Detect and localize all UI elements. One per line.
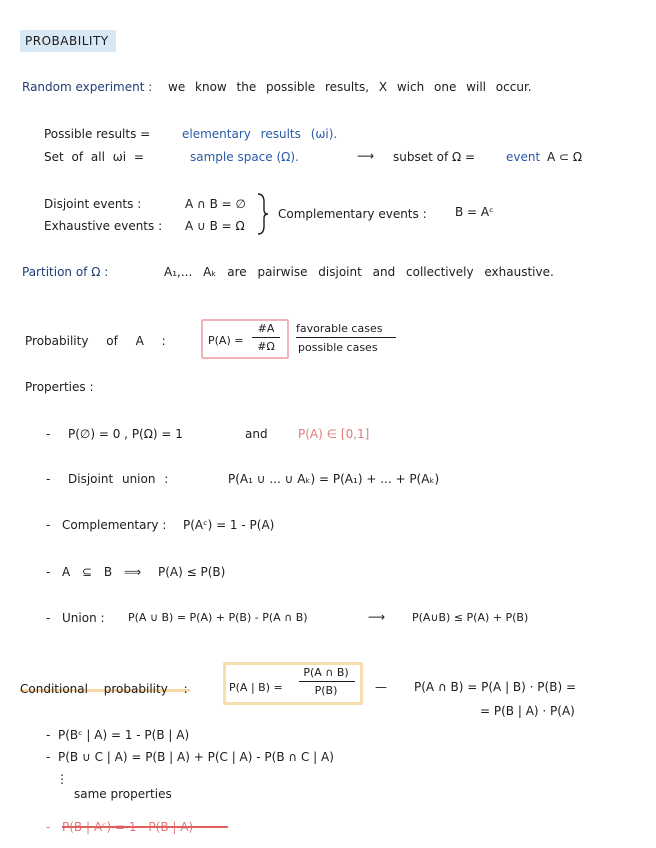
fraction-line bbox=[252, 337, 280, 338]
property-bullet: - bbox=[46, 611, 51, 625]
conditional-result-2: = P(B | A) · P(A) bbox=[480, 704, 575, 718]
random-experiment-label: Random experiment : bbox=[22, 80, 153, 94]
curly-brace-icon bbox=[256, 192, 270, 236]
property-bullet: - bbox=[46, 565, 51, 579]
conditional-fraction-line bbox=[299, 681, 355, 682]
conditional-bullet: - bbox=[46, 728, 51, 742]
conditional-bullet: - bbox=[46, 750, 51, 764]
sample-space-value: sample space (Ω). bbox=[190, 150, 299, 164]
event-relation: A ⊂ Ω bbox=[547, 150, 583, 164]
property-union-label: Union : bbox=[62, 611, 105, 625]
crossed-bullet: - bbox=[46, 820, 51, 834]
page-title: PROBABILITY bbox=[25, 34, 109, 48]
property-subset-label: A ⊆ B ⟹ bbox=[62, 565, 142, 579]
arrow-icon: ⟶ bbox=[368, 610, 386, 624]
partition-label: Partition of Ω : bbox=[22, 265, 109, 279]
strikethrough-line bbox=[62, 826, 228, 828]
same-properties-note: same properties bbox=[74, 787, 172, 801]
conditional-denominator: P(B) bbox=[314, 684, 338, 697]
subset-text: subset of Ω = bbox=[393, 150, 476, 164]
event-word: event bbox=[506, 150, 541, 164]
property-bullet: - bbox=[46, 518, 51, 532]
random-experiment-text: we know the possible results, X wich one will occur. bbox=[168, 80, 532, 94]
probability-numerator: #A bbox=[257, 322, 275, 335]
conditional-numerator: P(A ∩ B) bbox=[303, 666, 349, 679]
possible-results-label: Possible results = bbox=[44, 127, 151, 141]
conditional-lhs: P(A | B) = bbox=[229, 681, 283, 694]
elementary-results: elementary results (ωi). bbox=[182, 127, 338, 141]
property-and: and bbox=[245, 427, 268, 441]
conditional-union-property: P(B ∪ C | A) = P(B | A) + P(C | A) - P(B ∩ C | A) bbox=[58, 750, 334, 764]
cases-fraction-line bbox=[296, 337, 396, 338]
property-complementary-label: Complementary : bbox=[62, 518, 167, 532]
dash-icon: — bbox=[375, 680, 387, 694]
property-range: P(A) ∈ [0,1] bbox=[298, 427, 370, 441]
property-complementary-formula: P(Aᶜ) = 1 - P(A) bbox=[183, 518, 275, 532]
possible-cases: possible cases bbox=[298, 341, 378, 354]
probability-of-a-label: Probability of A : bbox=[25, 334, 166, 348]
probability-denominator: #Ω bbox=[257, 340, 275, 353]
conditional-result-1: P(A ∩ B) = P(A | B) · P(B) = bbox=[414, 680, 576, 694]
properties-label: Properties : bbox=[25, 380, 94, 394]
exhaustive-formula: A ∪ B = Ω bbox=[185, 219, 245, 233]
property-subset-formula: P(A) ≤ P(B) bbox=[158, 565, 226, 579]
property-union-inequality: P(A∪B) ≤ P(A) + P(B) bbox=[412, 611, 529, 624]
property-bullet: - bbox=[46, 472, 51, 486]
complementary-events-formula: B = Aᶜ bbox=[455, 205, 494, 219]
property-disjoint-union-label: Disjoint union : bbox=[68, 472, 169, 486]
probability-lhs: P(A) = bbox=[208, 334, 244, 347]
disjoint-label: Disjoint events : bbox=[44, 197, 142, 211]
vertical-dots-icon: ⋮ bbox=[56, 772, 68, 786]
exhaustive-label: Exhaustive events : bbox=[44, 219, 163, 233]
property-bullet: - bbox=[46, 427, 51, 441]
complementary-events-label: Complementary events : bbox=[278, 207, 427, 221]
conditional-probability-label: Conditional probability : bbox=[20, 682, 188, 696]
property-disjoint-union-formula: P(A₁ ∪ ... ∪ Aₖ) = P(A₁) + ... + P(Aₖ) bbox=[228, 472, 440, 486]
sample-space-label: Set of all ωi = bbox=[44, 150, 144, 164]
conditional-complement-property: P(Bᶜ | A) = 1 - P(B | A) bbox=[58, 728, 190, 742]
favorable-cases: favorable cases bbox=[296, 322, 383, 335]
partition-text: A₁,... Aₖ are pairwise disjoint and collectively exhaustive. bbox=[164, 265, 554, 279]
disjoint-formula: A ∩ B = ∅ bbox=[185, 197, 246, 211]
property-union-formula: P(A ∪ B) = P(A) + P(B) - P(A ∩ B) bbox=[128, 611, 308, 624]
property-empty-sample: P(∅) = 0 , P(Ω) = 1 bbox=[68, 427, 183, 441]
arrow-icon: ⟶ bbox=[357, 149, 375, 163]
